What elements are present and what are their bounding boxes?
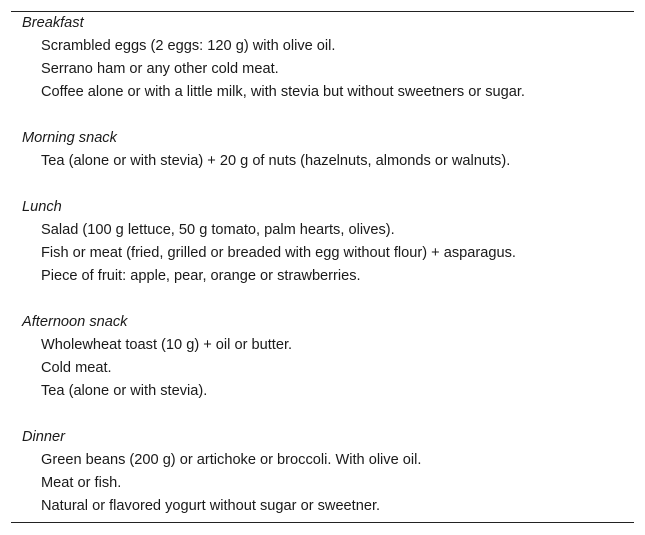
meal-item: Scrambled eggs (2 eggs: 120 g) with olive oil. <box>41 38 336 54</box>
meal-item: Tea (alone or with stevia) + 20 g of nuts (hazelnuts, almonds or walnuts). <box>41 153 511 169</box>
section-heading-breakfast: Breakfast <box>22 15 84 31</box>
section-heading-lunch: Lunch <box>22 199 62 215</box>
diet-plan-table <box>11 11 634 523</box>
meal-item: Serrano ham or any other cold meat. <box>41 61 279 77</box>
meal-item: Salad (100 g lettuce, 50 g tomato, palm hearts, olives). <box>41 222 395 238</box>
meal-item: Green beans (200 g) or artichoke or broccoli. With olive oil. <box>41 452 422 468</box>
meal-item: Coffee alone or with a little milk, with stevia but without sweetners or sugar. <box>41 84 525 100</box>
meal-item: Natural or flavored yogurt without sugar or sweetner. <box>41 498 381 514</box>
section-heading-afternoon-snack: Afternoon snack <box>22 314 128 330</box>
meal-item: Fish or meat (fried, grilled or breaded with egg without flour) + asparagus. <box>41 245 516 261</box>
section-heading-dinner: Dinner <box>22 429 65 445</box>
meal-item: Wholewheat toast (10 g) + oil or butter. <box>41 337 293 353</box>
meal-item: Cold meat. <box>41 360 112 376</box>
meal-item: Tea (alone or with stevia). <box>41 383 208 399</box>
section-heading-morning-snack: Morning snack <box>22 130 117 146</box>
meal-item: Piece of fruit: apple, pear, orange or strawberries. <box>41 268 361 284</box>
meal-item: Meat or fish. <box>41 475 122 491</box>
